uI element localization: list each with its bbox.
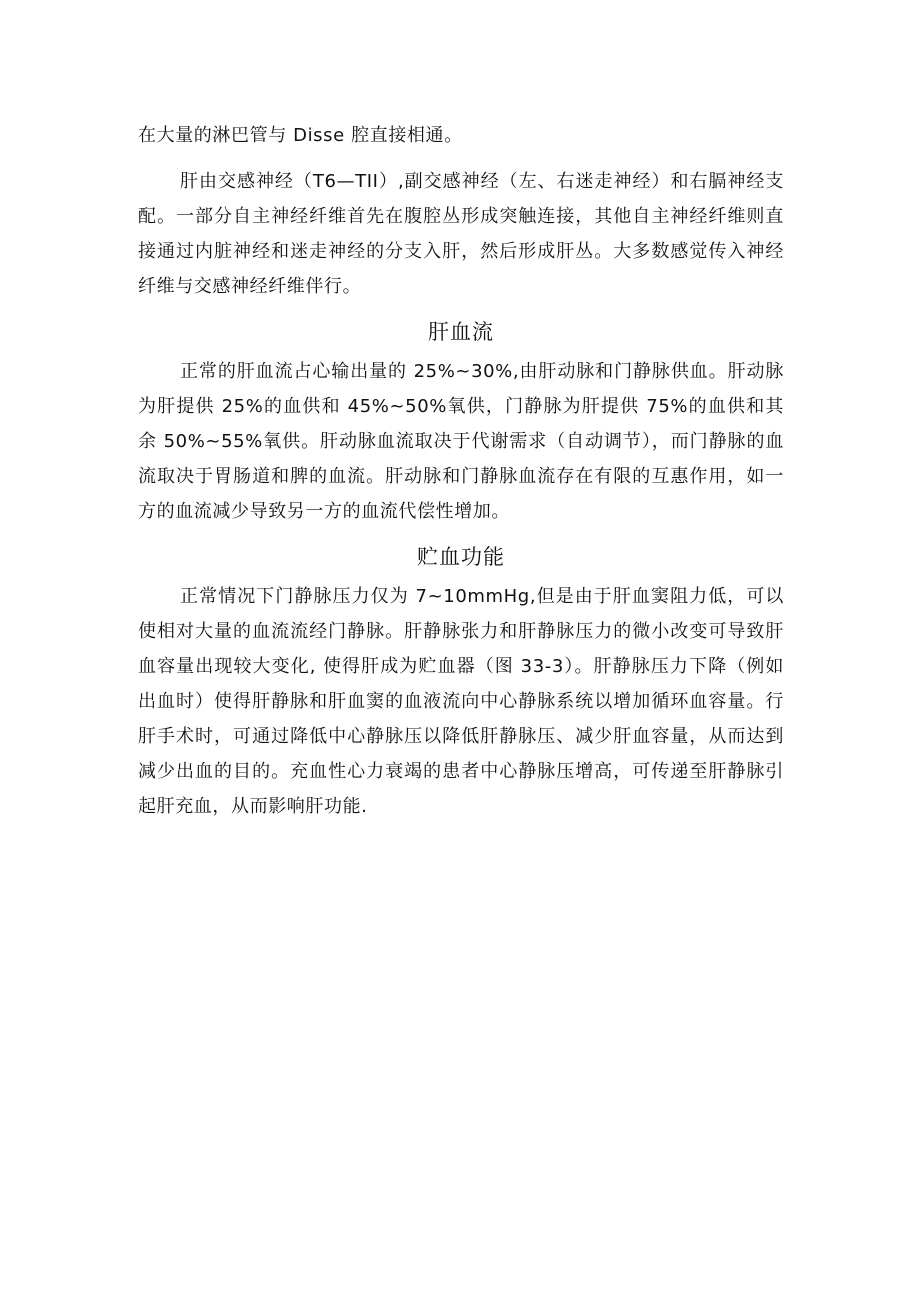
section-heading-blood-flow: 肝血流 bbox=[428, 320, 494, 344]
document-page bbox=[138, 118, 784, 824]
nerve-supply-paragraph: 肝由交感神经（T6—TII）,副交感神经（左、右迷走神经）和右膈神经支配。一部分自主神经纤维首先在腹腔丛形成突触连接，其他自主神经纤维则直接通过内脏神经和迷走神经的分支入肝，然后形成肝丛。大多数感觉传入神经纤维与交感神经纤维伴行。 bbox=[138, 171, 784, 297]
blood-flow-paragraph: 正常的肝血流占心输出量的 25%~30%,由肝动脉和门静脉供血。肝动脉为肝提供 25%的血供和 45%~50%氧供，门静脉为肝提供 75%的血供和其余 50%~55%氧供。肝动脉血流取决于代谢需求（自动调节），而门静脉的血流取决于胃肠道和脾的血流。肝动脉和门静脉血流存在有限的互惠作用，如一方的血流减少导致另一方的血流代偿性增加。 bbox=[138, 361, 784, 522]
continuation-paragraph: 在大量的淋巴管与 Disse 腔直接相通。 bbox=[138, 125, 463, 146]
section-heading-blood-storage: 贮血功能 bbox=[417, 545, 505, 569]
blood-storage-paragraph: 正常情况下门静脉压力仅为 7~10mmHg,但是由于肝血窦阻力低，可以使相对大量的血流流经门静脉。肝静脉张力和肝静脉压力的微小改变可导致肝血容量出现较大变化, 使得肝成为贮血器（图 33-3）。肝静脉压力下降（例如出血时）使得肝静脉和肝血窦的血液流向中心静脉系统以增加循环血容量。行肝手术时，可通过降低中心静脉压以降低肝静脉压、减少肝血容量，从而达到减少出血的目的。充血性心力衰竭的患者中心静脉压增高，可传递至肝静脉引起肝充血，从而影响肝功能. bbox=[138, 586, 784, 817]
